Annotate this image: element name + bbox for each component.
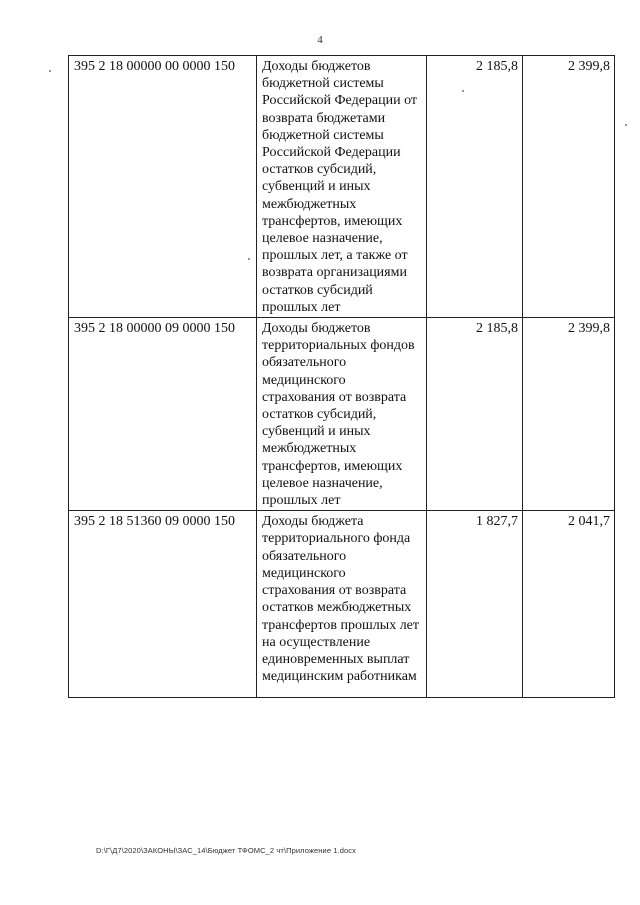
amount-value-1: 2 185,8 [427,56,523,318]
budget-classification-code: 395 2 18 00000 09 0000 150 [69,318,257,511]
scan-speck [625,124,627,126]
budget-classification-code: 395 2 18 51360 09 0000 150 [69,511,257,698]
budget-revenue-table [68,55,615,698]
table-row [69,511,615,698]
amount-value-1: 1 827,7 [427,511,523,698]
page-number: 4 [317,34,323,46]
amount-value-2: 2 399,8 [523,318,615,511]
scan-speck [248,258,250,260]
table-row [69,318,615,511]
document-file-path: D:\Г\Д7\2020\ЗАКОНЫ\ЗАС_14\Бюджет ТФОМС_2 чт\Приложение 1.docx [96,846,356,855]
budget-classification-code: 395 2 18 00000 00 0000 150 [69,56,257,318]
revenue-name: Доходы бюджета территориального фонда обязательного медицинского страхования от возврата остатков межбюджетных трансфертов прошлых лет на осуществление единовременных выплат медицинским работникам [257,511,427,698]
scan-speck [49,70,51,72]
revenue-name: Доходы бюджетов бюджетной системы Российской Федерации от возврата бюджетами бюджетной системы Российской Федерации остатков субсидий, субвенций и иных межбюджетных трансфертов, имеющих целевое назначение, прошлых лет, а также от возврата организациями остатков субсидий прошлых лет [257,56,427,318]
amount-value-1: 2 185,8 [427,318,523,511]
amount-value-2: 2 041,7 [523,511,615,698]
table-row [69,56,615,318]
amount-value-2: 2 399,8 [523,56,615,318]
revenue-name: Доходы бюджетов территориальных фондов обязательного медицинского страхования от возврата остатков субсидий, субвенций и иных межбюджетных трансфертов, имеющих целевое назначение, прошлых лет [257,318,427,511]
scan-speck [462,90,464,92]
